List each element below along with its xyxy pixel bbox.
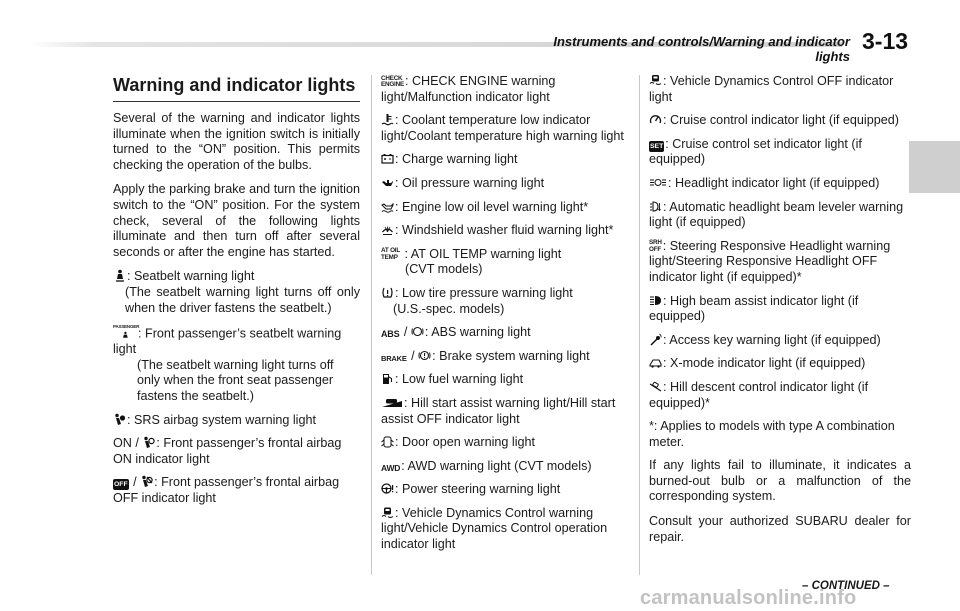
passenger-seatbelt-icon: PASSENGER — [113, 324, 137, 341]
tire-pressure-label: : Low tire pressure warning light — [395, 285, 573, 300]
srh-entry — [649, 239, 911, 286]
check-engine-label: : CHECK ENGINE warning light/Malfunction indicator light — [381, 74, 556, 104]
awd-label: : AWD warning light (CVT models) — [401, 458, 592, 473]
vdc-entry — [381, 506, 631, 553]
check-engine-entry — [381, 74, 631, 105]
leveler-entry — [649, 200, 911, 231]
charge-label: : Charge warning light — [395, 152, 518, 167]
power-steering-label: : Power steering warning light — [395, 482, 561, 497]
cruise-entry — [649, 113, 911, 129]
brake-label: : Brake system warning light — [432, 348, 590, 363]
awd-text-icon: AWD — [381, 462, 401, 473]
oil-level-entry — [381, 200, 631, 216]
section-title: Warning and indicator lights — [113, 74, 360, 102]
fuel-label: : Low fuel warning light — [395, 372, 524, 387]
coolant-entry — [381, 113, 631, 144]
x-mode-icon — [649, 356, 662, 369]
airbag-on-entry — [113, 436, 360, 467]
slash: / — [133, 475, 137, 490]
tire-pressure-entry — [381, 286, 631, 317]
battery-icon — [381, 152, 394, 165]
brake-entry — [381, 349, 631, 365]
at-oil-temp-entry — [381, 247, 631, 278]
header-title: Instruments and controls/Warning and indicator lights — [553, 34, 850, 64]
airbag-off-entry — [113, 475, 360, 506]
abs-entry — [381, 325, 631, 341]
high-beam-assist-icon — [649, 294, 662, 307]
srs-entry — [113, 413, 360, 429]
abs-circle-icon — [411, 325, 424, 338]
hill-start-icon — [381, 396, 403, 409]
intro-paragraph: Several of the warning and indicator lights illuminate when the ignition switch is initially turned to the “ON” position. This permits checking the operation of the bulbs. — [113, 111, 360, 172]
awd-entry — [381, 459, 631, 475]
column-2 — [381, 74, 631, 561]
brake-circle-icon — [418, 349, 431, 362]
hill-start-entry — [381, 396, 631, 427]
failure-paragraph: If any lights fail to illuminate, it indicates a burned-out bulb or a malfunction of the corresponding system. — [649, 458, 911, 504]
slash: / — [403, 325, 408, 340]
vdc-label: : Vehicle Dynamics Control warning light/Vehicle Dynamics Control operation indicator light — [381, 505, 608, 552]
oil-pressure-label: : Oil pressure warning light — [395, 175, 545, 190]
column-3 — [649, 74, 911, 554]
headlight-entry — [649, 176, 911, 192]
passenger-airbag-off-icon — [140, 475, 153, 488]
seatbelt-entry — [113, 269, 360, 316]
cruise-set-entry — [649, 137, 911, 168]
passenger-seatbelt-label: : Front passenger’s seatbelt warning light — [113, 326, 342, 357]
washer-label: : Windshield washer fluid warning light* — [395, 223, 614, 238]
fuel-pump-icon — [381, 372, 394, 385]
cruise-label: : Cruise control indicator light (if equipped) — [663, 113, 899, 128]
on-prefix: ON / — [113, 436, 139, 451]
access-key-label: : Access key warning light (if equipped) — [663, 332, 881, 347]
charge-entry — [381, 152, 631, 168]
vdc-icon — [381, 506, 394, 519]
seatbelt-label: : Seatbelt warning light — [127, 269, 255, 284]
door-entry — [381, 435, 631, 451]
column-divider — [639, 75, 640, 575]
passenger-seatbelt-note: (The seatbelt warning light turns off only when the front seat passenger fastens the seatbelt.) — [137, 357, 334, 403]
fuel-entry — [381, 372, 631, 388]
passenger-seatbelt-entry — [113, 324, 360, 404]
washer-fluid-icon — [381, 223, 394, 236]
abs-label: : ABS warning light — [424, 325, 531, 340]
cruise-set-label: : Cruise control set indicator light (if equipped) — [649, 136, 862, 167]
watermark: carmanualsonline.info — [640, 587, 857, 609]
hill-descent-label: : Hill descent control indicator light (if equipped)* — [649, 379, 869, 410]
srs-label: : SRS airbag system warning light — [127, 412, 316, 427]
hill-start-label: : Hill start assist warning light/Hill start assist OFF indicator light — [381, 395, 616, 426]
section-tab — [909, 141, 960, 193]
seatbelt-icon — [113, 269, 126, 282]
cruise-control-icon — [649, 113, 662, 126]
srh-off-icon: SRH OFF — [649, 239, 662, 253]
airbag-icon — [113, 413, 126, 426]
headlight-icon — [649, 176, 667, 189]
hill-descent-icon — [649, 380, 662, 393]
at-oil-temp-icon: AT OIL TEMP — [381, 247, 400, 261]
power-steering-entry — [381, 482, 631, 498]
access-key-icon — [649, 333, 662, 346]
coolant-temperature-icon — [381, 113, 394, 126]
washer-entry — [381, 223, 631, 239]
oil-level-label: : Engine low oil level warning light* — [395, 199, 589, 214]
column-divider — [371, 75, 372, 575]
slash: / — [411, 348, 415, 363]
check-paragraph: Apply the parking brake and turn the ignition switch to the “ON” position. For the system check, several of the following lights illuminate and then turn off after several seconds or after the engine has started. — [113, 182, 360, 259]
xmode-entry — [649, 356, 911, 372]
oil-can-icon — [381, 176, 394, 189]
passenger-airbag-icon — [142, 436, 155, 449]
door-label: : Door open warning light — [395, 435, 536, 450]
footnote: *: Applies to models with type A combination meter. — [649, 419, 895, 449]
page-number: 3-13 — [862, 28, 909, 54]
headlight-label: : Headlight indicator light (if equipped) — [668, 175, 880, 190]
xmode-label: : X-mode indicator light (if equipped) — [663, 356, 866, 371]
vdc-off-label: : Vehicle Dynamics Control OFF indicator light — [649, 74, 894, 104]
continued-label: – CONTINUED – — [802, 580, 890, 592]
coolant-label: : Coolant temperature low indicator light/Coolant temperature high warning light — [381, 113, 624, 143]
high-beam-entry — [649, 294, 911, 325]
tire-pressure-icon — [381, 286, 394, 299]
oil-pressure-entry — [381, 176, 631, 192]
srh-label: : Steering Responsive Headlight warning light/Steering Responsive Headlight OFF indicator light (if equipped)* — [649, 238, 891, 284]
airbag-on-label: : Front passenger’s frontal airbag ON indicator light — [113, 436, 342, 466]
brake-text-icon: BRAKE — [381, 353, 407, 363]
dealer-paragraph: Consult your authorized SUBARU dealer for repair. — [649, 514, 911, 544]
check-engine-icon: CHECK ENGINE — [381, 74, 404, 88]
steering-wheel-icon — [381, 482, 394, 495]
at-oil-temp-label: : AT OIL TEMP warning light — [404, 246, 562, 261]
at-oil-temp-note: (CVT models) — [405, 262, 483, 277]
abs-text-icon: ABS — [381, 329, 400, 340]
seatbelt-note: (The seatbelt warning light turns off only when the driver fastens the seatbelt.) — [125, 284, 360, 315]
off-badge-icon: OFF — [114, 481, 128, 489]
set-badge-icon: SET — [650, 142, 664, 150]
beam-leveler-icon — [649, 200, 662, 213]
door-open-icon — [381, 435, 394, 448]
vdc-off-entry — [649, 74, 911, 105]
hill-descent-entry — [649, 380, 911, 411]
leveler-label: : Automatic headlight beam leveler warning light (if equipped) — [649, 199, 904, 230]
high-beam-label: : High beam assist indicator light (if equipped) — [649, 293, 859, 324]
airbag-off-label: : Front passenger’s frontal airbag OFF indicator light — [113, 475, 340, 505]
vdc-off-icon — [649, 74, 662, 87]
oil-level-icon — [381, 200, 394, 213]
column-1 — [113, 74, 360, 515]
access-key-entry — [649, 333, 911, 349]
tire-pressure-note: (U.S.-spec. models) — [393, 301, 505, 316]
